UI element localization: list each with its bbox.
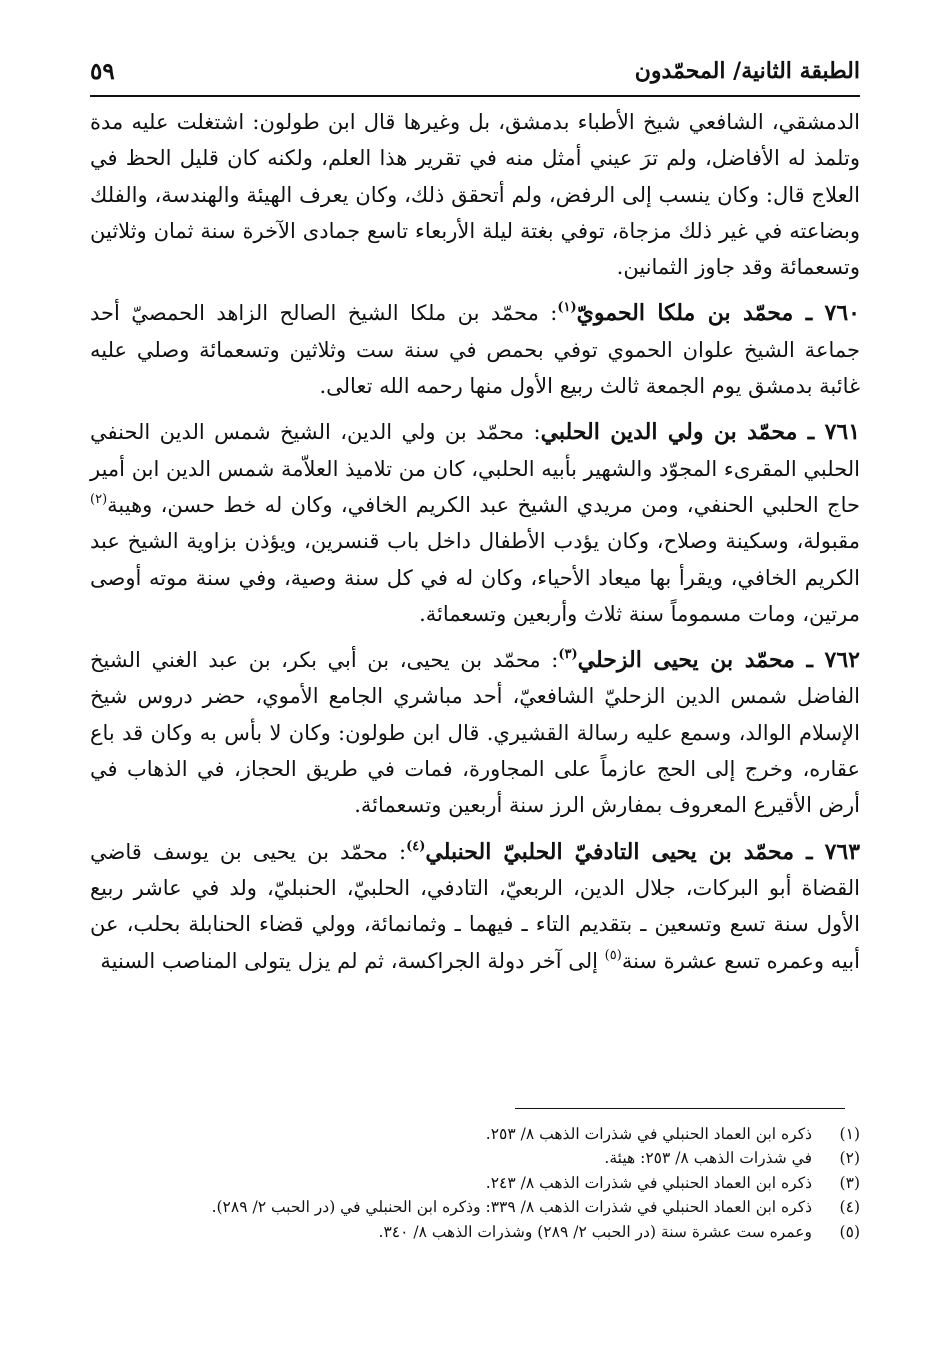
running-title: الطبقة الثانية/ المحمّدون xyxy=(634,58,860,84)
entry-760 xyxy=(90,295,860,404)
continuation-paragraph: الدمشقي، الشافعي شيخ الأطباء بدمشق، بل وغيرها قال ابن طولون: اشتغلت عليه مدة وتلمذ له الأفاضل، ولم ترَ عيني أمثل منه في تقرير هذا العلم، ولكنه كان قليل الحظ في العلاج قال: وكان ينسب إلى الرفض، ولم أتحقق ذلك، وكان يعرف الهيئة والهندسة، والفلك وبضاعته في غير ذلك مزجاة، توفي بغتة ليلة الأربعاء تاسع جمادى الآخرة سنة ثمان وثلاثين وتسعمائة وقد جاوز الثمانين. xyxy=(90,110,860,280)
footnote-number: (٤) xyxy=(839,1198,860,1217)
footnote-number: (١) xyxy=(839,1125,860,1143)
footnotes xyxy=(90,1122,860,1244)
entry-763 xyxy=(90,834,860,979)
footnote-number: (٥) xyxy=(839,1222,860,1241)
footnote xyxy=(90,1171,860,1195)
entry-text-cont: مقبولة، وسكينة وصلاح، وكان يؤدب الأطفال داخل باب قنسرين، ويؤذن بزاوية الشيخ عبد الكريم الخافي، ويقرأ بها ميعاد الأحياء، وكان له في كل سنة وصية، وفي سنة موته أوصى مرتين، ومات مسموماً سنة ثلاث وأربعين وتسعمائة. xyxy=(90,529,860,626)
entry-text: : محمّد بن يحيى، بن أبي بكر، بن عبد الغني الشيخ الفاضل شمس الدين الزحليّ الشافعيّ، أحد مباشري الجامع الأموي، حضر دروس شيخ الإسلام الوالد، وسمع عليه رسالة القشيري. قال ابن طولون: وكان لا بأس به وكان قد باع عقاره، وخرج إلى الحج عازماً على المجاورة، فمات في طريق الحجاز، في الذهاب في أرض الأقيرع المعروف بمفارش الرز سنة أربعين وتسعمائة. xyxy=(90,648,860,818)
main-text xyxy=(90,104,860,987)
entry-text-cont: إلى آخر دولة الجراكسة، ثم لم يزل يتولى المناصب السنية xyxy=(100,948,605,973)
entry-number: ٧٦٢ ـ xyxy=(806,647,860,674)
footnote-ref[interactable]: (٢) xyxy=(90,491,108,507)
entry-text: : محمّد بن ملكا الشيخ الصالح الزاهد الحمصيّ أحد جماعة الشيخ علوان الحموي توفي بحمص في سنة ست وثلاثين وتسعمائة وصلي عليه غائبة بدمشق يوم الجمعة ثالث ربيع الأول منها رحمه الله تعالى. xyxy=(90,301,860,399)
entry-762 xyxy=(90,642,860,823)
footnote-text: وعمره ست عشرة سنة (در الحبب ٢/ ٢٨٩) وشذرات الذهب ٨/ ٣٤٠. xyxy=(378,1222,812,1241)
footnote-text: ذكره ابن العماد الحنبلي في شذرات الذهب ٨/ ٣٣٩: وذكره ابن الحنبلي في (در الحبب ٢/ ٢٨٩). xyxy=(211,1198,812,1217)
footnote-text: ذكره ابن العماد الحنبلي في شذرات الذهب ٨/ ٢٤٣. xyxy=(485,1173,812,1192)
entry-heading xyxy=(557,300,860,326)
entry-heading xyxy=(558,647,860,673)
footnote-ref[interactable]: (٥) xyxy=(604,947,622,963)
footnote xyxy=(90,1220,860,1244)
header-divider xyxy=(90,95,860,97)
footnote xyxy=(90,1122,860,1146)
entry-number: ٧٦٠ ـ xyxy=(805,300,860,327)
entry-number: ٧٦١ ـ xyxy=(807,419,861,446)
entry-title: محمّد بن يحيى التادفيّ الحلبيّ الحنبلي xyxy=(425,838,795,865)
entry-title: محمّد بن ولي الدين الحلبي xyxy=(540,419,798,446)
entry-number: ٧٦٣ ـ xyxy=(806,838,861,865)
footnote-number: (٣) xyxy=(839,1173,860,1192)
entry-title: محمّد بن ملكا الحمويّ xyxy=(576,300,794,327)
entry-heading xyxy=(541,419,860,445)
footnote-text: في شذرات الذهب ٨/ ٢٥٣: هيئة. xyxy=(604,1149,812,1168)
entry-text: : محمّد بن يحيى بن يوسف قاضي القضاة أبو البركات، جلال الدين، الربعيّ، التادفي، الحلبيّ، الحنبليّ، ولد في عاشر ربيع الأول سنة تسع وتسعين ـ بتقديم التاء ـ فيهما ـ وثمانمائة، وولي قضاء الحنابلة بحلب، عن أبيه وعمره تسع عشرة سنة xyxy=(90,839,860,973)
entry-title: محمّد بن يحيى الزحلي xyxy=(577,647,795,674)
footnote-ref[interactable]: (١) xyxy=(557,300,577,316)
footnote-divider xyxy=(515,1108,845,1109)
page-number: ٥٩ xyxy=(90,58,115,85)
footnote-number: (٢) xyxy=(839,1149,860,1168)
page-header xyxy=(90,56,860,96)
entry-heading xyxy=(406,839,860,865)
footnote xyxy=(90,1195,860,1219)
footnote-ref[interactable]: (٣) xyxy=(558,647,578,663)
footnote-ref[interactable]: (٤) xyxy=(406,838,426,854)
entry-text: : محمّد بن ولي الدين، الشيخ شمس الدين الحنفي الحلبي المقرىء المجوّد والشهير بأبيه الحلبي، كان من تلاميذ العلاّمة شمس الدين ابن أمير حاج الحلبي الحنفي، ومن مريدي الشيخ عبد الكريم الخافي، وكان له خط حسن، وهيبة xyxy=(90,420,860,517)
footnote-text: ذكره ابن العماد الحنبلي في شذرات الذهب ٨/ ٢٥٣. xyxy=(485,1125,812,1143)
footnote xyxy=(90,1146,860,1170)
entry-761 xyxy=(90,414,860,632)
